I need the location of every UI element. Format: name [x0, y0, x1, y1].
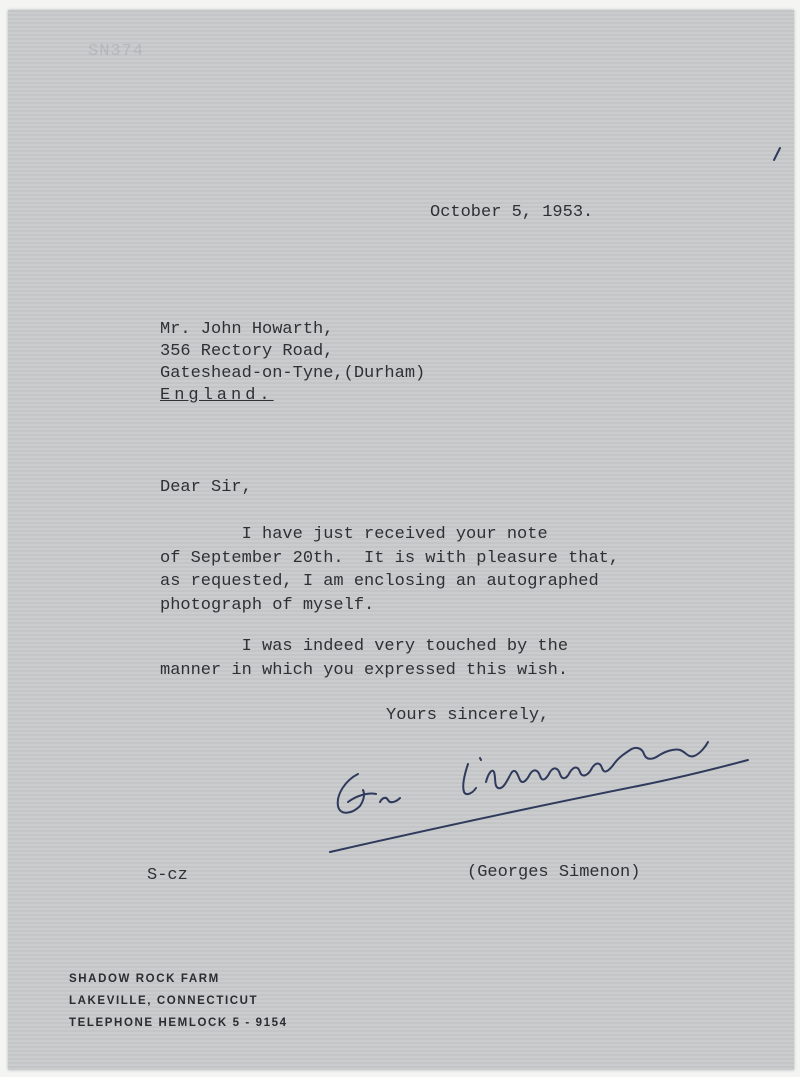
faded-archive-number: SN374 — [88, 42, 145, 61]
handwritten-signature — [318, 722, 758, 862]
ink-tick-mark — [770, 144, 784, 164]
recipient-name: Mr. John Howarth, — [160, 320, 334, 339]
letterhead-address — [69, 968, 288, 1034]
recipient-city: Gateshead-on-Tyne,(Durham) — [160, 364, 426, 383]
letter-date: October 5, 1953. — [430, 203, 594, 222]
body-line: manner in which you expressed this wish. — [160, 660, 569, 680]
recipient-street: 356 Rectory Road, — [160, 342, 334, 361]
salutation: Dear Sir, — [160, 478, 252, 497]
recipient-country: England. — [160, 386, 274, 405]
body-paragraph-1 — [160, 523, 619, 617]
letter-sheet — [8, 10, 794, 1070]
body-paragraph-2 — [160, 635, 568, 682]
closing: Yours sincerely, — [386, 706, 550, 725]
body-line: photograph of myself. — [160, 595, 375, 615]
body-line: as requested, I am enclosing an autographed — [160, 572, 599, 591]
typist-initials: S-cz — [147, 866, 188, 885]
letterhead-farm: SHADOW ROCK FARM — [69, 973, 220, 985]
recipient-address — [160, 319, 425, 407]
body-line: I have just received your note — [160, 525, 548, 544]
body-line: I was indeed very touched by the — [160, 637, 569, 656]
printed-signatory-name: (Georges Simenon) — [467, 863, 641, 882]
letterhead-telephone: TELEPHONE HEMLOCK 5 - 9154 — [69, 1017, 288, 1029]
body-line: of September 20th. It is with pleasure that, — [160, 548, 620, 568]
letterhead-town: LAKEVILLE, CONNECTICUT — [69, 995, 259, 1007]
